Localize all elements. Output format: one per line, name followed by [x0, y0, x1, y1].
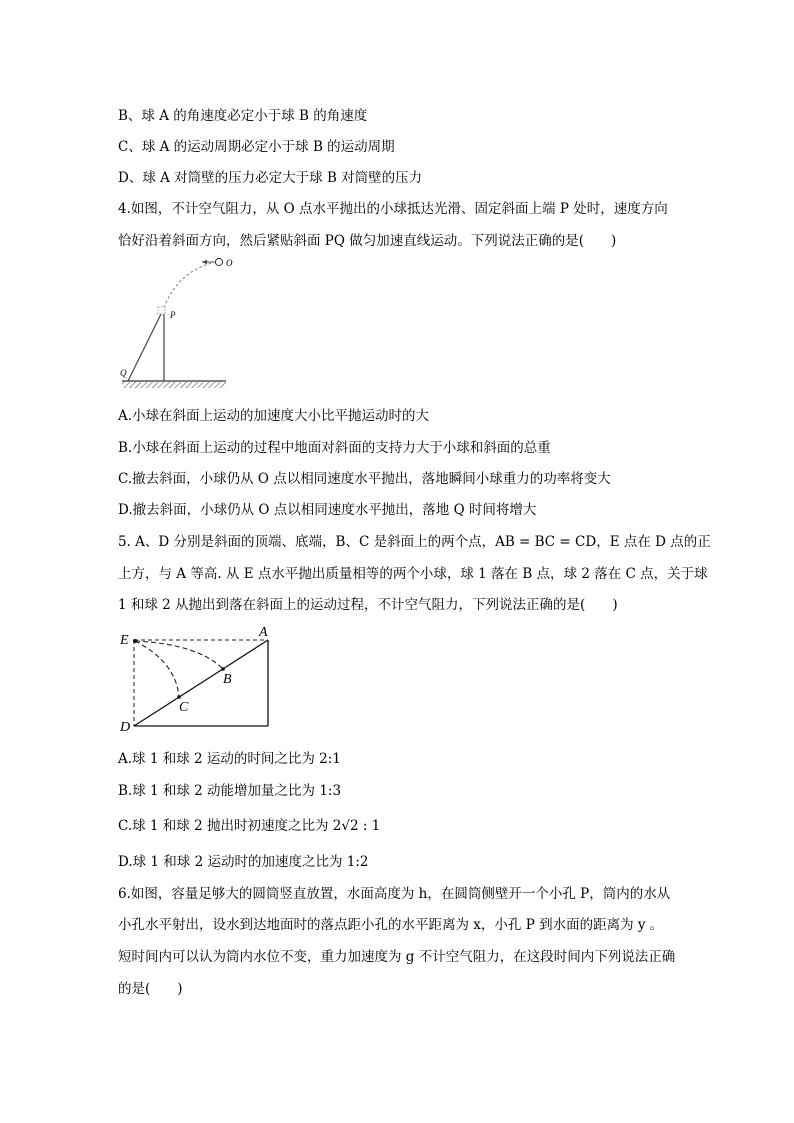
q4-ball-o — [215, 258, 222, 265]
q5-option-d: D.球 1 和球 2 运动时的加速度之比为 1:2 — [118, 854, 369, 870]
q5-label-e: E — [120, 633, 129, 648]
q4-ball-p — [158, 307, 165, 314]
q6-stem-line2: 小孔水平射出，设水到达地面时的落点距小孔的水平距离为 x，小孔 P 到水面的距离为 y 。 — [118, 917, 664, 933]
q4-label-o: O — [226, 258, 233, 268]
q4-option-d: D.撤去斜面，小球仍从 O 点以相同速度水平抛出，落地 Q 时间将增大 — [118, 502, 537, 518]
q5-trajectory-2 — [135, 641, 179, 697]
q4-label-q: Q — [120, 368, 127, 378]
q5-label-a: A — [259, 625, 268, 640]
q4-stem-line2: 恰好沿着斜面方向，然后紧贴斜面 PQ 做匀加速直线运动。下列说法正确的是( ) — [118, 233, 617, 249]
q4-arrow — [202, 260, 207, 264]
q5-point-e — [133, 639, 137, 643]
q5-point-c — [177, 695, 181, 699]
q4-stem-line1: 4.如图，不计空气阻力，从 O 点水平抛出的小球抵达光滑、固定斜面上端 P 处时，速度方向 — [118, 201, 668, 217]
q4-option-c: C.撤去斜面，小球仍从 O 点以相同速度水平抛出，落地瞬间小球重力的功率将变大 — [118, 471, 611, 487]
q5-label-b: B — [223, 672, 232, 687]
q5-incline — [134, 640, 268, 726]
q4-ground-hatch — [122, 382, 226, 388]
q5-trajectory-1 — [135, 641, 223, 669]
q5-label-d: D — [120, 720, 131, 734]
q4-figure — [118, 252, 238, 394]
q3-option-b: B、球 A 的角速度必定小于球 B 的角速度 — [118, 108, 368, 124]
q5-option-c: C.球 1 和球 2 抛出时初速度之比为 2√2 : 1 — [118, 818, 381, 834]
q5-option-a: A.球 1 和球 2 运动的时间之比为 2:1 — [118, 751, 341, 767]
q3-option-d: D、球 A 对筒壁的压力必定大于球 B 对筒壁的压力 — [118, 170, 423, 186]
q4-option-b: B.小球在斜面上运动的过程中地面对斜面的支持力大于小球和斜面的总重 — [118, 440, 551, 456]
q5-figure — [118, 622, 278, 734]
q4-label-p: P — [170, 310, 176, 320]
q5-option-b: B.球 1 和球 2 动能增加量之比为 1:3 — [118, 783, 342, 799]
q6-stem-line4: 的是( ) — [118, 981, 183, 997]
q5-point-b — [221, 667, 225, 671]
q4-trajectory — [163, 262, 216, 310]
q5-stem-line2: 上方，与 A 等高. 从 E 点水平抛出质量相等的两个小球，球 1 落在 B 点，球 2 落在 C 点，关于球 — [118, 566, 708, 582]
q5-stem-line1: 5. A、D 分别是斜面的顶端、底端，B、C 是斜面上的两个点，AB = BC = CD，E 点在 D 点的正 — [118, 534, 711, 550]
q6-stem-line3: 短时间内可以认为筒内水位不变，重力加速度为 g 不计空气阻力，在这段时间内下列说法正确 — [118, 949, 676, 965]
q4-option-a: A.小球在斜面上运动的加速度大小比平抛运动时的大 — [118, 408, 430, 424]
q4-incline — [128, 312, 162, 381]
q5-label-c: C — [179, 700, 189, 715]
q5-stem-line3: 1 和球 2 从抛出到落在斜面上的运动过程，不计空气阻力，下列说法正确的是( ) — [118, 597, 618, 613]
q3-option-c: C、球 A 的运动周期必定小于球 B 的运动周期 — [118, 139, 395, 155]
q6-stem-line1: 6.如图，容量足够大的圆筒竖直放置，水面高度为 h，在圆筒侧壁开一个小孔 P，筒内的水从 — [118, 886, 671, 902]
